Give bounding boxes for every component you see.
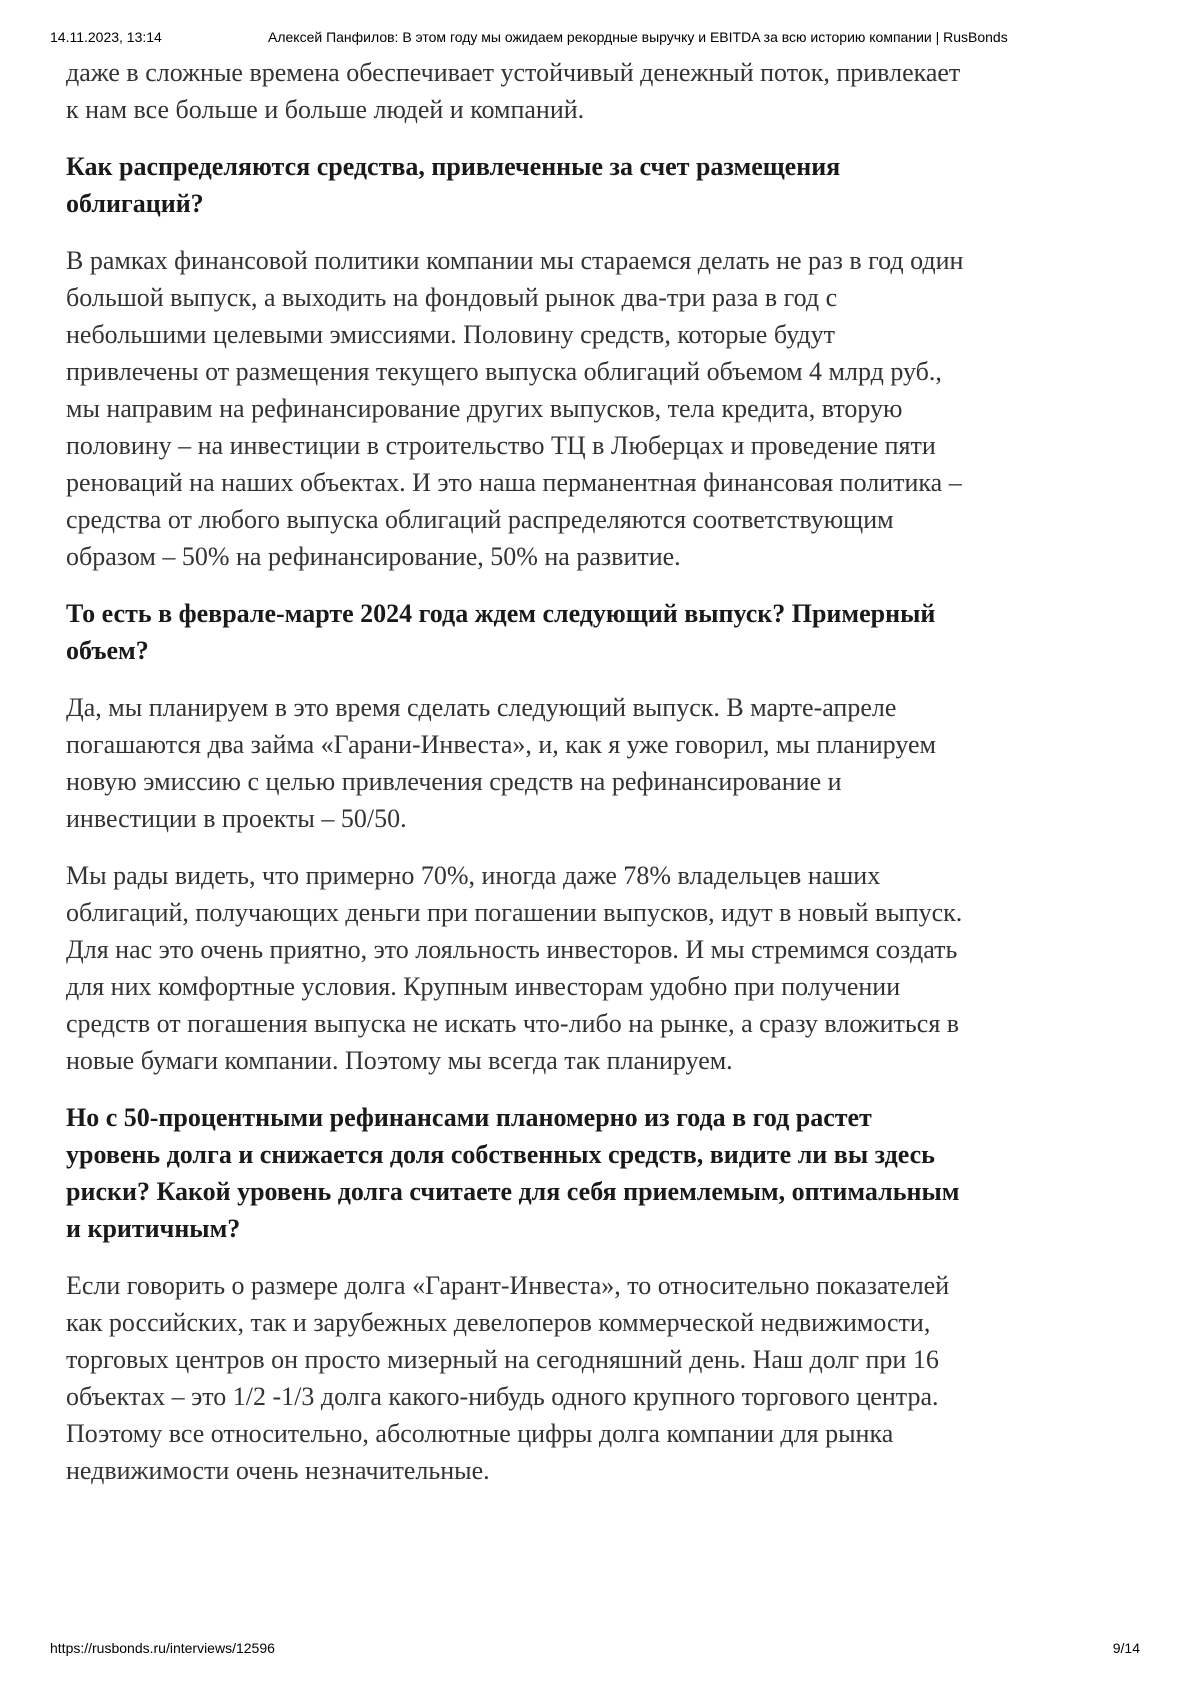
text-line: Поэтому все относительно, абсолютные цифры долга компании для рынка xyxy=(66,1419,894,1448)
text-line: реноваций на наших объектах. И это наша перманентная финансовая политика – xyxy=(66,468,962,497)
text-line: торговых центров он просто мизерный на сегодняшний день. Наш долг при 16 xyxy=(66,1345,939,1374)
page-number: 9/14 xyxy=(1112,1640,1140,1656)
text-line: Да, мы планируем в это время сделать следующий выпуск. В марте-апреле xyxy=(66,693,897,722)
text-line: большой выпуск, а выходить на фондовый рынок два-три раза в год с xyxy=(66,283,838,312)
text-line: мы направим на рефинансирование других выпусков, тела кредита, вторую xyxy=(66,394,903,423)
text-line: к нам все больше и больше людей и компаний. xyxy=(66,95,585,124)
text-line: недвижимости очень незначительные. xyxy=(66,1456,490,1485)
page-url[interactable]: https://rusbonds.ru/interviews/12596 xyxy=(50,1640,275,1656)
paragraph xyxy=(66,54,1146,128)
question-line: облигаций? xyxy=(66,189,204,218)
text-line: облигаций, получающих деньги при погашении выпусков, идут в новый выпуск. xyxy=(66,898,963,927)
text-line: половину – на инвестиции в строительство ТЦ в Люберцах и проведение пяти xyxy=(66,431,936,460)
text-line: даже в сложные времена обеспечивает устойчивый денежный поток, привлекает xyxy=(66,58,961,87)
paragraph xyxy=(66,857,1146,1079)
paragraph xyxy=(66,689,1146,837)
interview-question xyxy=(66,595,1146,669)
paragraph xyxy=(66,1267,1146,1489)
text-line: Для нас это очень приятно, это лояльность инвесторов. И мы стремимся создать xyxy=(66,935,958,964)
question-line: объем? xyxy=(66,636,149,665)
text-line: образом – 50% на рефинансирование, 50% на развитие. xyxy=(66,542,681,571)
text-line: новые бумаги компании. Поэтому мы всегда так планируем. xyxy=(66,1046,733,1075)
article-body xyxy=(66,54,1146,1509)
question-line: и критичным? xyxy=(66,1214,241,1243)
text-line: объектах – это 1/2 -1/3 долга какого-нибудь одного крупного торгового центра. xyxy=(66,1382,939,1411)
text-line: небольшими целевыми эмиссиями. Половину средств, которые будут xyxy=(66,320,836,349)
text-line: Мы рады видеть, что примерно 70%, иногда даже 78% владельцев наших xyxy=(66,861,881,890)
text-line: привлечены от размещения текущего выпуска облигаций объемом 4 млрд руб., xyxy=(66,357,942,386)
text-line: как российских, так и зарубежных девелоперов коммерческой недвижимости, xyxy=(66,1308,931,1337)
question-line: Но с 50-процентными рефинансами планомерно из года в год растет xyxy=(66,1103,872,1132)
interview-question xyxy=(66,148,1146,222)
text-line: Если говорить о размере долга «Гарант-Инвеста», то относительно показателей xyxy=(66,1271,950,1300)
question-line: риски? Какой уровень долга считаете для себя приемлемым, оптимальным xyxy=(66,1177,960,1206)
text-line: В рамках финансовой политики компании мы стараемся делать не раз в год один xyxy=(66,246,964,275)
text-line: средства от любого выпуска облигаций распределяются соответствующим xyxy=(66,505,894,534)
question-line: уровень долга и снижается доля собственных средств, видите ли вы здесь xyxy=(66,1140,935,1169)
paragraph xyxy=(66,242,1146,575)
text-line: новую эмиссию с целью привлечения средств на рефинансирование и xyxy=(66,767,842,796)
text-line: для них комфортные условия. Крупным инвесторам удобно при получении xyxy=(66,972,901,1001)
print-date: 14.11.2023, 13:14 xyxy=(50,29,162,45)
text-line: погашаются два займа «Гарани-Инвеста», и, как я уже говорил, мы планируем xyxy=(66,730,936,759)
print-header xyxy=(50,29,1140,47)
text-line: инвестиции в проекты – 50/50. xyxy=(66,804,407,833)
text-line: средств от погашения выпуска не искать что-либо на рынке, а сразу вложиться в xyxy=(66,1009,960,1038)
interview-question xyxy=(66,1099,1146,1247)
question-line: Как распределяются средства, привлеченные за счет размещения xyxy=(66,152,841,181)
print-page-title: Алексей Панфилов: В этом году мы ожидаем рекордные выручку и EBITDA за всю историю компании | RusBonds xyxy=(268,29,1008,45)
question-line: То есть в феврале-марте 2024 года ждем следующий выпуск? Примерный xyxy=(66,599,936,628)
print-footer xyxy=(50,1640,1140,1658)
